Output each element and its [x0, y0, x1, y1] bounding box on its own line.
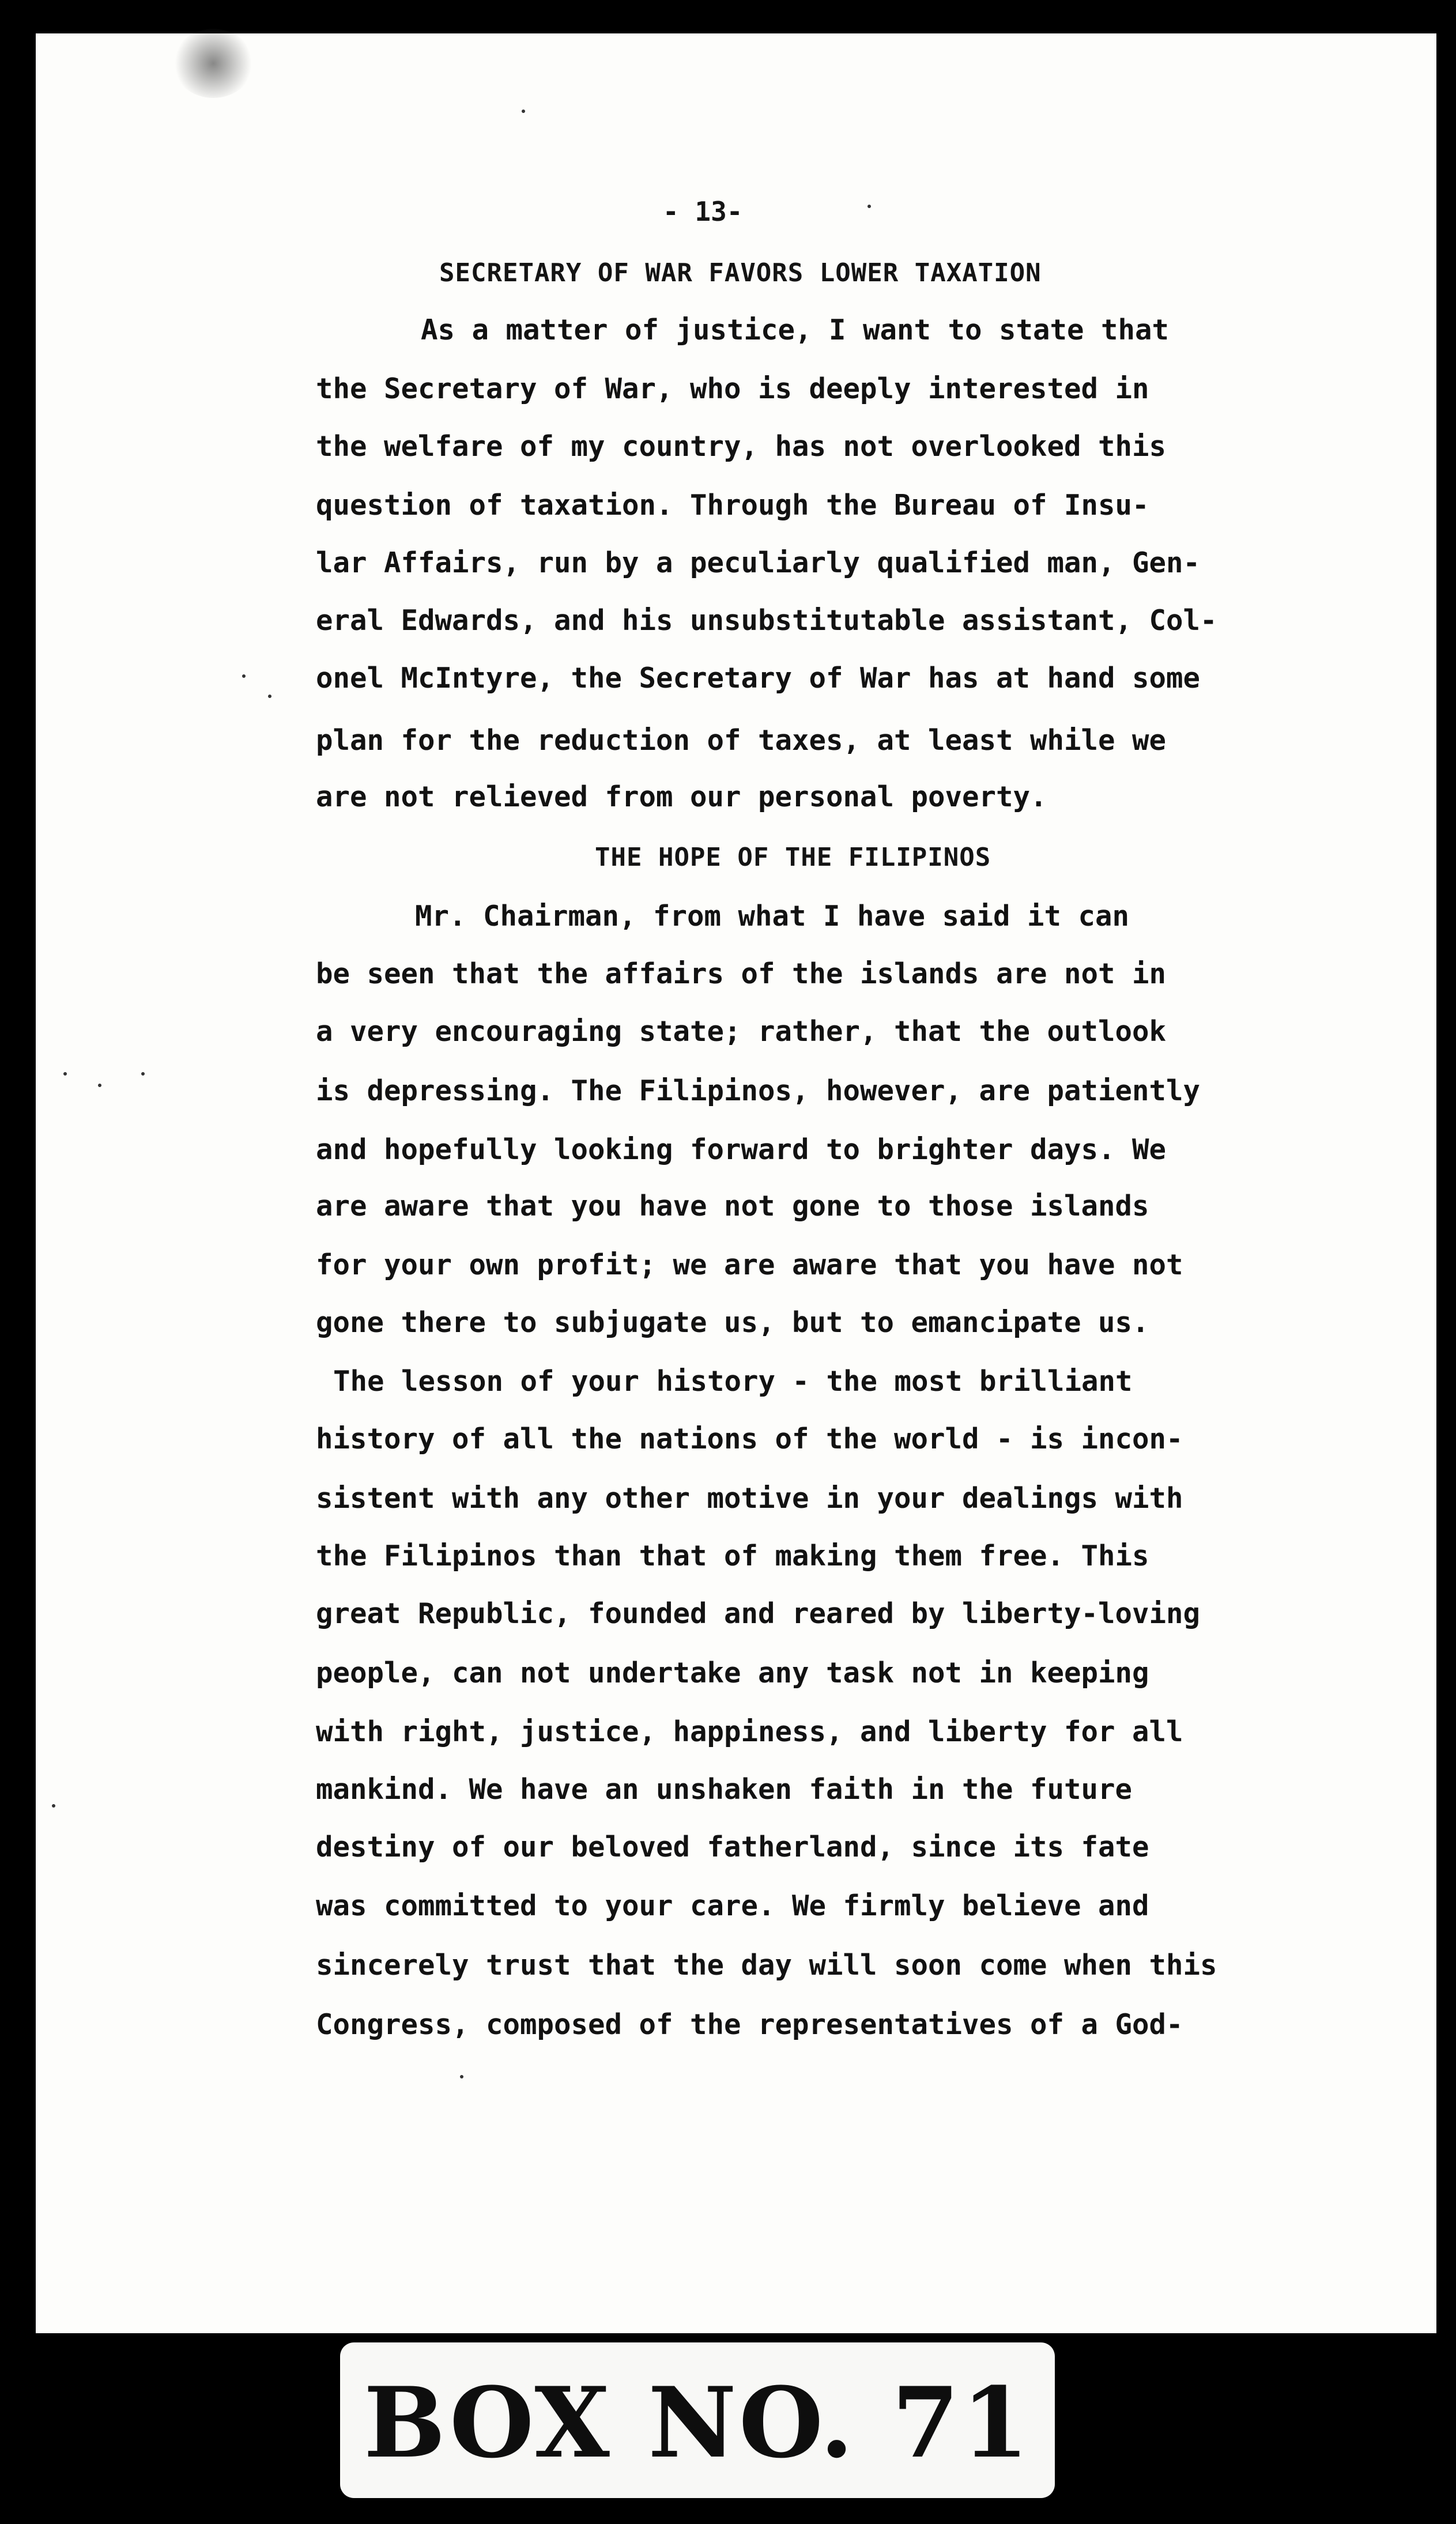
speck [141, 1072, 145, 1076]
text-line: Mr. Chairman, from what I have said it can [415, 900, 1130, 933]
speck [63, 1072, 67, 1076]
text-line: sincerely trust that the day will soon come when this [316, 1949, 1217, 1982]
text-line: be seen that the affairs of the islands are not in [316, 957, 1167, 990]
archive-box-label [340, 2342, 1055, 2498]
section-heading-taxation: SECRETARY OF WAR FAVORS LOWER TAXATION [439, 258, 1042, 288]
text-line: was committed to your care. We firmly believe and [316, 1889, 1149, 1922]
text-line: question of taxation. Through the Bureau of Insu- [316, 489, 1149, 522]
speck [98, 1084, 101, 1087]
ink-smudge [173, 29, 254, 98]
text-line: is depressing. The Filipinos, however, are patiently [316, 1074, 1201, 1107]
speck [522, 110, 525, 113]
text-line: for your own profit; we are aware that you have not [316, 1248, 1183, 1281]
text-line: the Secretary of War, who is deeply interested in [316, 372, 1149, 405]
text-line: destiny of our beloved fatherland, since its fate [316, 1831, 1149, 1863]
speck [268, 695, 271, 698]
text-line: lar Affairs, run by a peculiarly qualified man, Gen- [316, 546, 1201, 579]
text-line: the welfare of my country, has not overlooked this [316, 430, 1167, 463]
speck [867, 205, 871, 208]
page-number: - 13- [663, 196, 743, 227]
text-line: are not relieved from our personal poverty. [316, 780, 1047, 813]
box-number-label: BOX NO. 71 [363, 2365, 1032, 2480]
text-line: gone there to subjugate us, but to emancipate us. [316, 1306, 1149, 1339]
text-line: plan for the reduction of taxes, at least while we [316, 724, 1167, 757]
text-line: are aware that you have not gone to those islands [316, 1190, 1149, 1223]
text-line: a very encouraging state; rather, that the outlook [316, 1015, 1167, 1048]
text-line: sistent with any other motive in your dealings with [316, 1482, 1183, 1515]
text-line: The lesson of your history - the most brilliant [333, 1365, 1133, 1398]
text-line: people, can not undertake any task not in keeping [316, 1657, 1149, 1689]
text-line: the Filipinos than that of making them free. This [316, 1540, 1149, 1572]
text-line: history of all the nations of the world - is incon- [316, 1423, 1183, 1455]
speck [460, 2075, 463, 2078]
section-heading-hope: THE HOPE OF THE FILIPINOS [595, 843, 991, 872]
text-line: great Republic, founded and reared by liberty-loving [316, 1597, 1201, 1630]
text-line: eral Edwards, and his unsubstitutable assistant, Col- [316, 604, 1217, 637]
speck [242, 674, 246, 678]
speck [52, 1804, 55, 1808]
text-line: with right, justice, happiness, and liberty for all [316, 1715, 1183, 1748]
text-line: and hopefully looking forward to brighter days. We [316, 1133, 1167, 1166]
text-line: Congress, composed of the representatives of a God- [316, 2008, 1183, 2041]
text-line: As a matter of justice, I want to state that [421, 314, 1170, 346]
text-line: mankind. We have an unshaken faith in the future [316, 1773, 1133, 1806]
text-line: onel McIntyre, the Secretary of War has at hand some [316, 662, 1201, 695]
